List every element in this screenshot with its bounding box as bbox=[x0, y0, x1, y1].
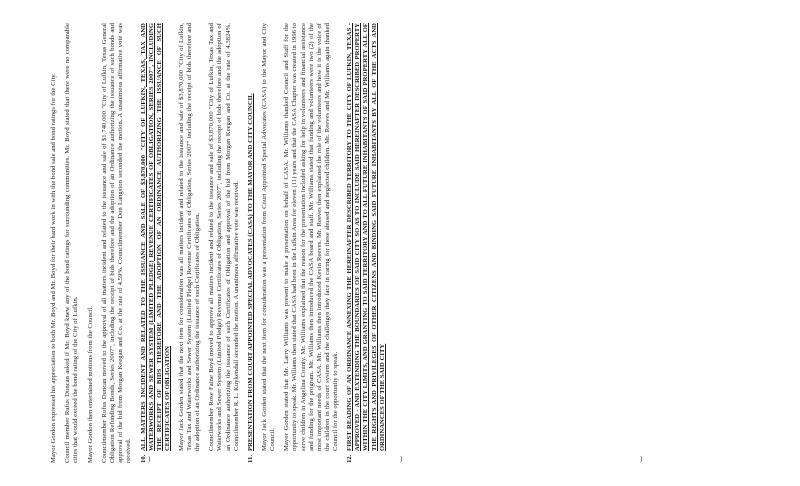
item-heading: PRESENTATION FROM COURT APPOINTED SPECIAL ADVOCATES (CASA) TO THE MAYOR AND CITY COUNCIL bbox=[246, 93, 254, 451]
item-heading: ALL MATTERS INCIDENT AND RELATED TO THE ISSUANCE AND SALE OF $3,870,000 "CITY OF LUFKIN, TEXAS, TAX AND WATERWORKS AND SEWER SYSTEM (LIMITED PLEDGE) REVENUE CERTIFICATES OF OBLIGATION, SERIES 2007", INCLUDING THE RECEIPT OF BIDS THEREFORE AND THE ADOPTION OF AN ORDINANCE AUTHORIZING THE ISSUANCE OF SUCH CERTIFICATES OF OBLIGATION bbox=[139, 23, 171, 451]
paragraph: Councilmember Rose Faine Boyd moved to approve all matters incident and related to the issuance and sale of $3,870,000 "City of Lufkin, Texas Tax and Waterworks and Sewer System (Limited Pledge) Revenue Certificates of Obligation, Series 2007", including the receipt of bids therefore and the adoption of an Ordinance authorizing the issuance of such Certificates of Obligation and approval of the bid from Morgan Keegan and Co. at the rate of 4.3824%. Councilmember R. L. Kuykendall seconded the motion. A unanimous affirmative vote was received. bbox=[208, 23, 240, 451]
paragraph: Mayor Gordon expressed his appreciation to both Mr. Boyd and Mr. Boyd for their hard work in with the bond sale and bond ratings for the City. bbox=[50, 73, 57, 463]
paragraph: Mayor Jack Gorden stated that the next item for consideration was a presentation from Court Appointed Special Advocates (CASA) to the Mayor and City Council. bbox=[261, 23, 277, 451]
agenda-item-11 bbox=[247, 23, 340, 463]
paragraph: Mayor Jack Gorden stated that the next item for consideration was all matters incident and related to the issuance and sale of $3,870,000 "City of Lufkin, Texas Tax and Waterworks and Sewer System (Limited Pledge) Revenue Certificates of Obligation, Series 2007" including the receipt of bids therefore and the adoption of an Ordinance authorizing the issuance of such Certificates of Obligation. bbox=[177, 23, 202, 451]
item-number: 10. bbox=[139, 454, 147, 463]
agenda-item-12 bbox=[346, 23, 386, 463]
paragraph: Mayor Gorden stated that Mr. Larry Williams was present to make a presentation on behalf of CASA. Mr. Williams thanked Council and Staff for the opportunity to speak. Mr. Williams then stated that CASA had been in the Lufkin Area for eleven (11) years and that the CASA Chapter was created in 1996 to serve children in Angelina County. Mr. Williams explained that the reason for the presentation included asking for help in volunteers and financial assistance and funding for the program. Mr. Williams then introduced the CASA board and staff. Mr. Williams stated that funding and volunteers were two (2) of the most important needs of CASA. Mr. Williams then introduced Kevin Reeves. Mr. Reeves then explained the role of the volunteers and how it is the voice of the children in the court system and the challenges they face in caring for these abused and neglected children. Mr. Reeves and Mr. Williams again thanked Council for the opportunity to speak. bbox=[283, 23, 339, 451]
margin-mark: ) bbox=[640, 455, 643, 463]
rotated-minutes-page bbox=[50, 23, 758, 463]
item-heading: FIRST READING OF AN ORDINANCE ANNEXING THE HEREINAFTER DESCRIBED TERRITORY TO THE CITY OF LUFKIN, TEXAS - APPROVED - AND EXTENDING THE BOUNDARIES OF SAID CITY SO AS TO INCLUDE SAID HEREINAFTER DESCRIBED PROPERTY WITHIN THE CITY LIMITS, AND GRANTING TO SAID TERRITORY AND TO ALL FUTURE INHABITANTS OF SAID PROPERTY ALL OF THE RIGHTS AND PRIVILEGES OF OTHER CITIZENS AND BINDING SAID FUTURE INHABITANTS BY ALL OF THE ACTS AND ORDINANCES OF THE SAID CITY bbox=[346, 23, 386, 451]
margin-mark: ) bbox=[148, 455, 151, 463]
item-number: 12. bbox=[346, 454, 354, 463]
agenda-item-10 bbox=[140, 23, 241, 463]
paragraph: Councilmember Rufus Duncan moved to the approval of all matters incident and related to the issuance and sale of $1,740,000 "City of Lufkin, Texas General Obligation Refunding Bonds, Series 2007", including the receipt of bids therefore and the adoption of an Ordinance authorizing the issuance of such bonds and approval of the bid from Morgan Keegan and Co. at the rate of 4.59%. Councilmember Don Langston seconded the motion. A unanimous affirmative vote was received. bbox=[100, 23, 133, 463]
paragraph: Council member Rufus Duncan asked if Mr. Boyd knew any of the bond ratings for surrounding communities. Mr. Boyd stated that there were no comparable cities that would exceed the bond rating of the City of Lufkin. bbox=[64, 23, 80, 463]
margin-mark: ) bbox=[400, 455, 403, 463]
item-number: 11. bbox=[246, 454, 254, 463]
paragraph: Mayor Gordon then entertained motions from the Council. bbox=[86, 305, 94, 463]
